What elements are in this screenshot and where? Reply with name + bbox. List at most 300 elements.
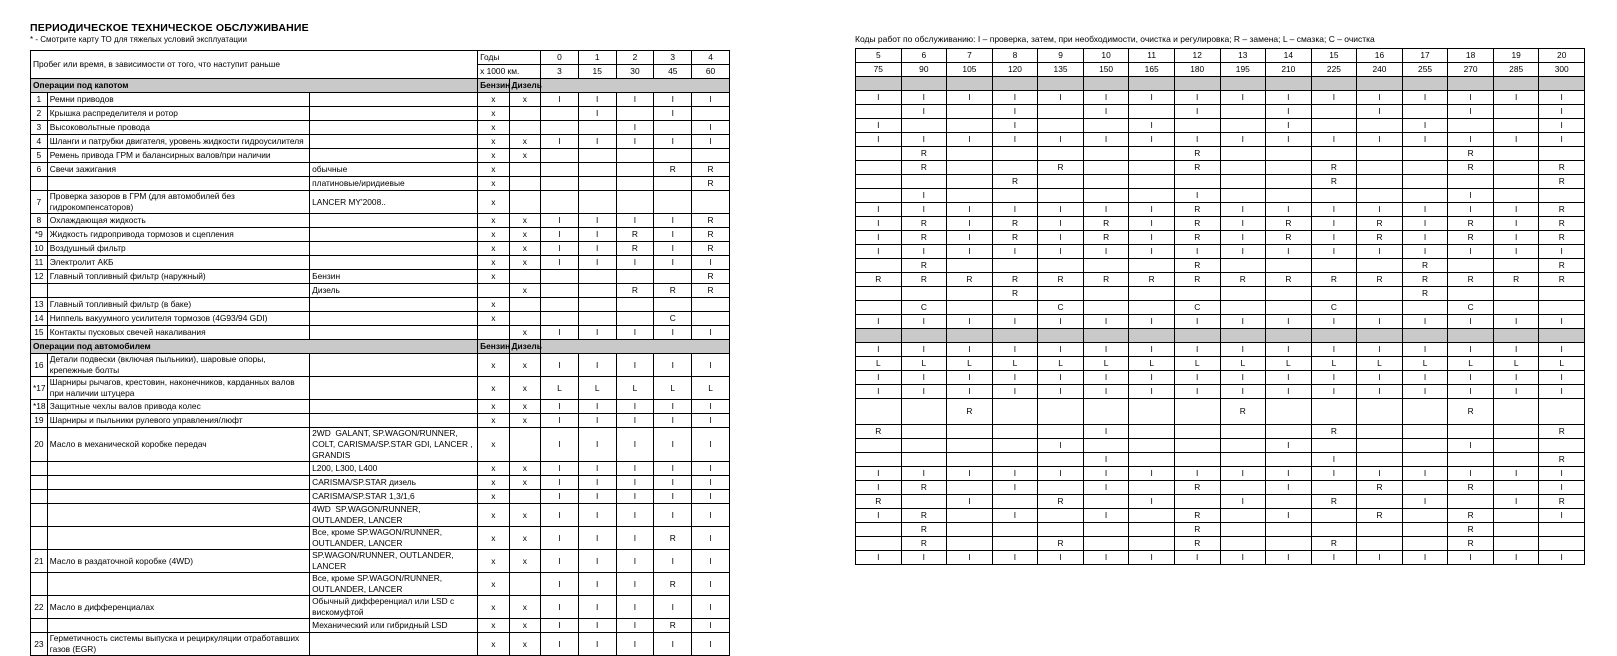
interval-cell: I (856, 371, 902, 385)
year-14: 14 (1266, 49, 1312, 63)
interval-cell (1129, 425, 1175, 439)
interval-cell (578, 121, 616, 135)
interval-cell (1038, 453, 1084, 467)
fuel-diesel-mark: x (509, 135, 541, 149)
document-title: ПЕРИОДИЧЕСКОЕ ТЕХНИЧЕСКОЕ ОБСЛУЖИВАНИЕ (30, 22, 309, 34)
row-description: Защитные чехлы валов привода колес (47, 400, 309, 414)
year-13: 13 (1220, 49, 1266, 63)
interval-cell (947, 189, 993, 203)
interval-cell: I (541, 93, 579, 107)
interval-cell: I (901, 315, 947, 329)
table-row (31, 149, 730, 163)
km-285: 285 (1493, 63, 1539, 77)
km-3: 45 (654, 65, 692, 79)
year-15: 15 (1311, 49, 1357, 63)
interval-cell: I (992, 481, 1038, 495)
interval-cell: I (1402, 217, 1448, 231)
row-description (47, 490, 309, 504)
table-row (856, 203, 1585, 217)
interval-cell (1539, 301, 1585, 315)
table-row (31, 214, 730, 228)
interval-cell: R (1539, 495, 1585, 509)
interval-cell: I (1174, 133, 1220, 147)
interval-cell: I (1083, 343, 1129, 357)
interval-cell: I (1402, 467, 1448, 481)
interval-cell: I (992, 467, 1038, 481)
interval-cell: R (901, 259, 947, 273)
interval-cell: L (541, 377, 579, 400)
fuel-petrol-mark: x (478, 504, 509, 527)
row-number (31, 504, 48, 527)
interval-cell: L (992, 357, 1038, 371)
interval-cell: I (856, 467, 902, 481)
fuel-petrol-mark: x (478, 527, 509, 550)
interval-cell: I (901, 371, 947, 385)
fuel-diesel-mark (509, 298, 541, 312)
interval-cell: I (1311, 315, 1357, 329)
row-variant: Обычный дифференциал или LSD с вискомуфтой (310, 596, 478, 619)
interval-cell: I (1038, 315, 1084, 329)
interval-cell: I (1402, 91, 1448, 105)
interval-cell: R (901, 147, 947, 161)
interval-cell: I (1266, 133, 1312, 147)
interval-cell (1493, 439, 1539, 453)
interval-cell (856, 301, 902, 315)
interval-cell: R (654, 573, 692, 596)
fuel-petrol-mark: x (478, 214, 509, 228)
interval-cell (1539, 523, 1585, 537)
interval-cell (1266, 453, 1312, 467)
fuel-petrol-mark: x (478, 476, 509, 490)
interval-cell: I (616, 633, 654, 656)
interval-cell: I (692, 93, 730, 107)
interval-cell: R (1311, 175, 1357, 189)
interval-cell: I (1220, 343, 1266, 357)
interval-cell: R (1083, 217, 1129, 231)
year-5: 5 (856, 49, 902, 63)
fuel-petrol-mark: x (478, 312, 509, 326)
fuel-petrol-mark: x (478, 163, 509, 177)
interval-cell: I (692, 476, 730, 490)
table-row (31, 228, 730, 242)
year-12: 12 (1174, 49, 1220, 63)
interval-cell (856, 147, 902, 161)
interval-cell (1539, 537, 1585, 551)
interval-cell (1493, 425, 1539, 439)
table-row (31, 573, 730, 596)
table-row (31, 619, 730, 633)
fuel-diesel-mark (509, 107, 541, 121)
interval-cell: R (1220, 399, 1266, 425)
interval-cell: R (1266, 231, 1312, 245)
interval-cell: I (856, 133, 902, 147)
interval-cell: I (692, 121, 730, 135)
interval-cell: I (654, 633, 692, 656)
interval-cell: I (541, 354, 579, 377)
fuel-diesel-mark: x (509, 256, 541, 270)
interval-cell (578, 149, 616, 163)
fuel-petrol-mark: x (478, 462, 509, 476)
km-120: 120 (992, 63, 1038, 77)
interval-cell: R (692, 270, 730, 284)
interval-cell: I (1493, 217, 1539, 231)
interval-cell: I (541, 214, 579, 228)
interval-cell (856, 537, 902, 551)
interval-cell: I (1129, 371, 1175, 385)
fuel-diesel-mark: x (509, 504, 541, 527)
year-6: 6 (901, 49, 947, 63)
interval-cell: I (992, 133, 1038, 147)
interval-cell: R (1038, 273, 1084, 287)
interval-cell (1311, 189, 1357, 203)
row-variant (310, 135, 478, 149)
interval-cell (541, 163, 579, 177)
interval-cell (856, 453, 902, 467)
interval-cell (1402, 537, 1448, 551)
interval-cell: I (654, 256, 692, 270)
interval-cell: I (1311, 385, 1357, 399)
interval-cell: I (1220, 203, 1266, 217)
fuel-petrol-mark: x (478, 619, 509, 633)
interval-cell: L (1266, 357, 1312, 371)
interval-cell (856, 399, 902, 425)
interval-cell: I (1266, 439, 1312, 453)
interval-cell: I (1220, 245, 1266, 259)
row-description: Жидкость гидропривода тормозов и сцепления (47, 228, 309, 242)
interval-cell: I (856, 509, 902, 523)
interval-cell (992, 259, 1038, 273)
interval-cell: I (1038, 245, 1084, 259)
fuel-diesel-mark: x (509, 550, 541, 573)
interval-cell (1220, 509, 1266, 523)
interval-cell: I (1129, 91, 1175, 105)
fuel-diesel-mark: x (509, 93, 541, 107)
row-description (47, 462, 309, 476)
row-number: 8 (31, 214, 48, 228)
interval-cell: I (1220, 315, 1266, 329)
interval-cell: R (901, 481, 947, 495)
separator-cell (1220, 77, 1266, 91)
section-title: Операции под капотом (31, 79, 478, 93)
interval-cell (578, 312, 616, 326)
interval-cell: I (541, 326, 579, 340)
interval-cell (856, 259, 902, 273)
row-description (47, 284, 309, 298)
section-separator-row (856, 77, 1585, 91)
interval-cell (901, 425, 947, 439)
interval-cell: R (1266, 273, 1312, 287)
interval-cell (692, 191, 730, 214)
interval-cell: I (947, 203, 993, 217)
interval-cell (692, 312, 730, 326)
interval-cell: I (1266, 203, 1312, 217)
separator-cell (992, 77, 1038, 91)
interval-cell: I (1174, 189, 1220, 203)
row-variant (310, 121, 478, 135)
right-column (855, 34, 1585, 565)
interval-cell (1493, 523, 1539, 537)
row-number: 1 (31, 93, 48, 107)
interval-cell (1448, 259, 1494, 273)
row-variant (310, 93, 478, 107)
interval-cell (1493, 301, 1539, 315)
row-description (47, 527, 309, 550)
separator-cell (901, 329, 947, 343)
interval-cell: R (1402, 273, 1448, 287)
interval-cell (1083, 287, 1129, 301)
interval-cell (1266, 175, 1312, 189)
row-variant: LANCER MY'2008.. (310, 191, 478, 214)
interval-cell: I (1083, 425, 1129, 439)
interval-cell: I (992, 91, 1038, 105)
interval-cell: I (1357, 105, 1403, 119)
interval-cell (1266, 301, 1312, 315)
interval-cell: I (1266, 467, 1312, 481)
interval-cell (947, 119, 993, 133)
table-row (856, 481, 1585, 495)
interval-cell (616, 191, 654, 214)
interval-cell: I (1174, 91, 1220, 105)
interval-cell: I (692, 400, 730, 414)
table-row (31, 270, 730, 284)
interval-cell (1357, 495, 1403, 509)
interval-cell (1220, 301, 1266, 315)
interval-cell: R (692, 284, 730, 298)
interval-cell: I (1083, 203, 1129, 217)
fuel-diesel-header: Дизель (509, 340, 541, 354)
row-variant: CARISMA/SP.STAR дизель (310, 476, 478, 490)
interval-cell (1448, 119, 1494, 133)
table-row (856, 537, 1585, 551)
year-18: 18 (1448, 49, 1494, 63)
section-title: Операции под автомобилем (31, 340, 478, 354)
interval-cell: I (616, 326, 654, 340)
row-number (31, 462, 48, 476)
service-codes-note: Коды работ по обслуживанию: I – проверка, затем, при необходимости, очистка и регулировка; R – замена; L – смазка; C – очистка (855, 34, 1375, 44)
interval-cell: I (901, 551, 947, 565)
interval-cell: I (616, 527, 654, 550)
interval-cell: I (1266, 385, 1312, 399)
interval-cell (1311, 259, 1357, 273)
interval-cell: I (616, 400, 654, 414)
interval-cell: I (1539, 119, 1585, 133)
separator-cell (1448, 329, 1494, 343)
fuel-diesel-mark (509, 177, 541, 191)
interval-cell (947, 147, 993, 161)
interval-cell: R (1311, 425, 1357, 439)
interval-cell (1083, 119, 1129, 133)
row-variant (310, 228, 478, 242)
fuel-petrol-mark: x (478, 107, 509, 121)
row-number: 15 (31, 326, 48, 340)
interval-cell (856, 439, 902, 453)
interval-cell: I (654, 107, 692, 121)
fuel-petrol-mark: x (478, 400, 509, 414)
interval-cell: I (992, 385, 1038, 399)
table-row (856, 119, 1585, 133)
interval-cell (1402, 453, 1448, 467)
row-description: Масло в механической коробке передач (47, 428, 309, 462)
row-number: *18 (31, 400, 48, 414)
km-195: 195 (1220, 63, 1266, 77)
interval-cell: I (1083, 467, 1129, 481)
interval-cell (541, 107, 579, 121)
interval-cell (1220, 537, 1266, 551)
table-row (31, 377, 730, 400)
interval-cell: I (1266, 481, 1312, 495)
interval-cell: R (901, 217, 947, 231)
interval-cell: I (616, 476, 654, 490)
interval-cell (901, 119, 947, 133)
interval-cell (578, 270, 616, 284)
interval-cell: R (1038, 161, 1084, 175)
interval-cell: R (692, 214, 730, 228)
fuel-petrol-mark: x (478, 596, 509, 619)
interval-cell: I (692, 504, 730, 527)
row-number (31, 177, 48, 191)
interval-cell (1038, 523, 1084, 537)
separator-cell (1539, 329, 1585, 343)
interval-cell: I (947, 371, 993, 385)
interval-cell (1357, 119, 1403, 133)
interval-cell (1129, 161, 1175, 175)
interval-cell: C (1038, 301, 1084, 315)
interval-cell: R (1174, 259, 1220, 273)
interval-cell: I (1129, 495, 1175, 509)
table-row (31, 163, 730, 177)
interval-cell (1220, 453, 1266, 467)
interval-cell (947, 439, 993, 453)
km-165: 165 (1129, 63, 1175, 77)
interval-cell (541, 312, 579, 326)
fuel-diesel-mark: x (509, 596, 541, 619)
table-row (31, 414, 730, 428)
fuel-petrol-mark: x (478, 428, 509, 462)
interval-cell: L (1493, 357, 1539, 371)
table-row (31, 135, 730, 149)
interval-cell (1311, 481, 1357, 495)
interval-cell: I (901, 203, 947, 217)
interval-cell: I (692, 550, 730, 573)
maintenance-interval-grid (855, 48, 1585, 565)
interval-cell: I (654, 326, 692, 340)
interval-cell: R (992, 287, 1038, 301)
row-number: 21 (31, 550, 48, 573)
interval-cell (1311, 399, 1357, 425)
interval-cell (578, 177, 616, 191)
interval-cell (1311, 523, 1357, 537)
interval-cell (1174, 425, 1220, 439)
interval-cell: I (692, 527, 730, 550)
fuel-petrol-mark (478, 326, 509, 340)
interval-cell: I (901, 385, 947, 399)
interval-label: Пробег или время, в зависимости от того, что наступит раньше (31, 51, 478, 79)
km-1: 15 (578, 65, 616, 79)
row-description: Электролит АКБ (47, 256, 309, 270)
interval-cell (1493, 537, 1539, 551)
interval-cell: R (1539, 217, 1585, 231)
interval-cell (692, 149, 730, 163)
interval-cell: I (992, 371, 1038, 385)
interval-cell: I (1539, 551, 1585, 565)
separator-cell (947, 329, 993, 343)
interval-cell: I (578, 596, 616, 619)
interval-cell: I (1129, 133, 1175, 147)
table-row (31, 177, 730, 191)
interval-cell (654, 121, 692, 135)
interval-cell: I (1539, 481, 1585, 495)
table-row (856, 523, 1585, 537)
km-150: 150 (1083, 63, 1129, 77)
interval-cell (1038, 481, 1084, 495)
interval-cell: C (654, 312, 692, 326)
km-210: 210 (1266, 63, 1312, 77)
interval-cell (947, 523, 993, 537)
interval-cell (1083, 301, 1129, 315)
interval-cell: R (1174, 203, 1220, 217)
interval-cell (1083, 147, 1129, 161)
fuel-petrol-mark: x (478, 298, 509, 312)
table-row (31, 504, 730, 527)
interval-cell: R (1448, 161, 1494, 175)
interval-cell: I (856, 315, 902, 329)
interval-cell: R (992, 231, 1038, 245)
row-description (47, 476, 309, 490)
interval-cell (901, 287, 947, 301)
row-number (31, 476, 48, 490)
interval-cell: I (1311, 217, 1357, 231)
table-row (856, 217, 1585, 231)
interval-cell: I (1539, 385, 1585, 399)
interval-cell (1357, 453, 1403, 467)
interval-cell: I (947, 217, 993, 231)
interval-cell (578, 298, 616, 312)
interval-cell: R (1220, 273, 1266, 287)
interval-cell: I (901, 133, 947, 147)
separator-cell (1266, 77, 1312, 91)
interval-cell (578, 163, 616, 177)
interval-cell: I (541, 596, 579, 619)
separator-cell (1448, 77, 1494, 91)
row-number: 7 (31, 191, 48, 214)
interval-cell: R (901, 231, 947, 245)
interval-cell (1129, 399, 1175, 425)
interval-cell: I (856, 343, 902, 357)
interval-cell: I (1402, 245, 1448, 259)
interval-cell: I (1402, 203, 1448, 217)
interval-cell (1493, 119, 1539, 133)
interval-cell (1493, 287, 1539, 301)
interval-cell (1083, 523, 1129, 537)
fuel-petrol-mark (478, 284, 509, 298)
interval-cell: R (1448, 217, 1494, 231)
km-0: 3 (541, 65, 579, 79)
document-note: * - Смотрите карту ТО для тяжелых условий эксплуатации (30, 35, 247, 44)
interval-cell (1038, 399, 1084, 425)
fuel-petrol-mark: x (478, 270, 509, 284)
interval-cell: C (1448, 301, 1494, 315)
interval-cell: I (541, 256, 579, 270)
interval-cell: I (578, 228, 616, 242)
interval-cell (1311, 509, 1357, 523)
interval-cell: I (1402, 495, 1448, 509)
interval-cell (1357, 259, 1403, 273)
interval-cell: R (856, 425, 902, 439)
table-row (31, 93, 730, 107)
interval-cell: R (654, 163, 692, 177)
interval-cell: I (541, 135, 579, 149)
interval-cell: I (692, 256, 730, 270)
